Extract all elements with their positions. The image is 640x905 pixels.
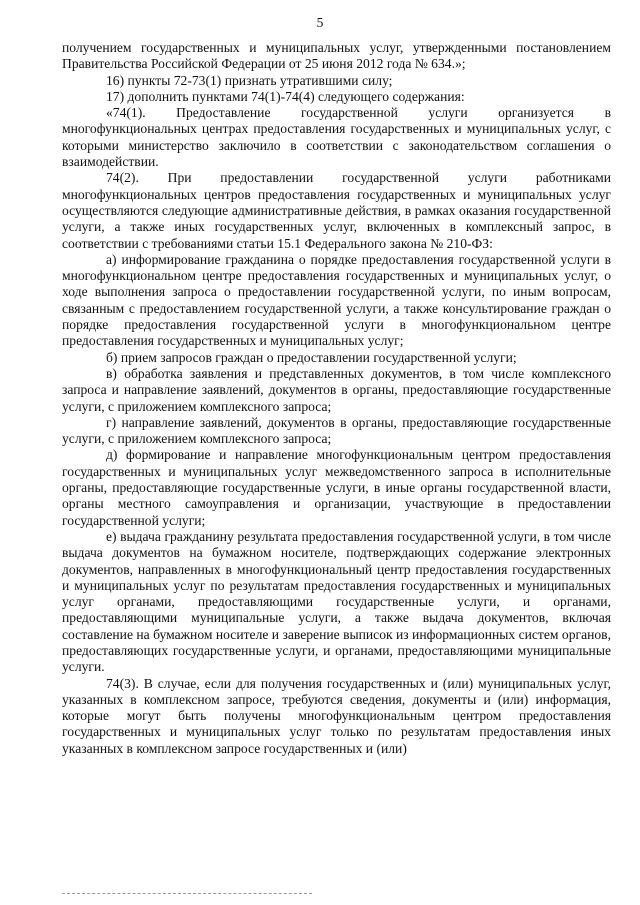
- document-body: [62, 40, 611, 757]
- paragraph-74-3: 74(3). В случае, если для получения государственных и (или) муниципальных услуг, указанных в комплексном запросе, требуются сведения, документы и (или) информация, которые могут быть получены многофункциональным центром предоставления государственных и муниципальных услуг только по результатам предоставления иных указанных в комплексном запросе государственных и (или): [62, 675, 611, 756]
- footer-rule: [62, 893, 312, 894]
- paragraph-item-17: 17) дополнить пунктами 74(1)-74(4) следующего содержания:: [106, 88, 465, 104]
- page-number: 5: [316, 15, 324, 30]
- paragraph-item-16: 16) пункты 72-73(1) признать утратившими силу;: [106, 72, 393, 88]
- paragraph-subitem-v: в) обработка заявления и представленных документов, в том числе комплексного запроса и направление заявлений, документов в органы, предоставляющие государственные услуги, с приложением комплексного запроса;: [62, 365, 611, 414]
- paragraph-subitem-a: а) информирование гражданина о порядке предоставления государственной услуги в многофункциональном центре предоставления государственных и муниципальных услуг, о ходе выполнения запроса о предоставлении государственной услуги, по иным вопросам, связанным с предоставлением государственной услуги, а также консультирование граждан о порядке предоставления государственной услуги в многофункциональном центре предоставления государственных и муниципальных услуг;: [62, 251, 611, 349]
- paragraph-74-2: 74(2). При предоставлении государственной услуги работниками многофункциональных центров предоставления государственных и муниципальных услуг осуществляются следующие административные действия, в рамках оказания государственной услуги, а также иных государственных услуг, включенных в комплексный запрос, в соответствии с требованиями статьи 15.1 Федерального закона № 210-ФЗ:: [62, 170, 611, 251]
- paragraph-continuation: получением государственных и муниципальных услуг, утвержденными постановлением Правительства Российской Федерации от 25 июня 2012 года № 634.»;: [62, 40, 611, 72]
- paragraph-subitem-d: д) формирование и направление многофункциональным центром предоставления государственных и муниципальных услуг межведомственного запроса в исполнительные органы, предоставляющие государственные услуги, в иные органы государственной власти, органы местного самоуправления и организации, участвующие в предоставлении государственной услуги;: [62, 447, 611, 528]
- paragraph-74-1: «74(1). Предоставление государственной услуги организуется в многофункциональных центрах предоставления государственных и муниципальных услуг, с которыми министерство заключило в соответствии с законодательством соглашения о взаимодействии.: [62, 105, 611, 170]
- paragraph-subitem-b: б) прием запросов граждан о предоставлении государственной услуги;: [106, 349, 517, 365]
- paragraph-subitem-g: г) направление заявлений, документов в органы, предоставляющие государственные услуги, с приложением комплексного запроса;: [62, 414, 611, 447]
- paragraph-subitem-e: е) выдача гражданину результата предоставления государственной услуги, в том числе выдача документов на бумажном носителе, подтверждающих содержание электронных документов, направленных в многофункциональный центр предоставления государственных и муниципальных услуг по результатам предоставления государственных и муниципальных услуг органами, предоставляющими государственные услуги, и органами, предоставляющими муниципальные услуги, а также выдача документов, включая составление на бумажном носителе и заверение выписок из информационных систем органов, предоставляющих государственные услуги, и органами, предоставляющими муниципальные услуги.: [62, 528, 611, 675]
